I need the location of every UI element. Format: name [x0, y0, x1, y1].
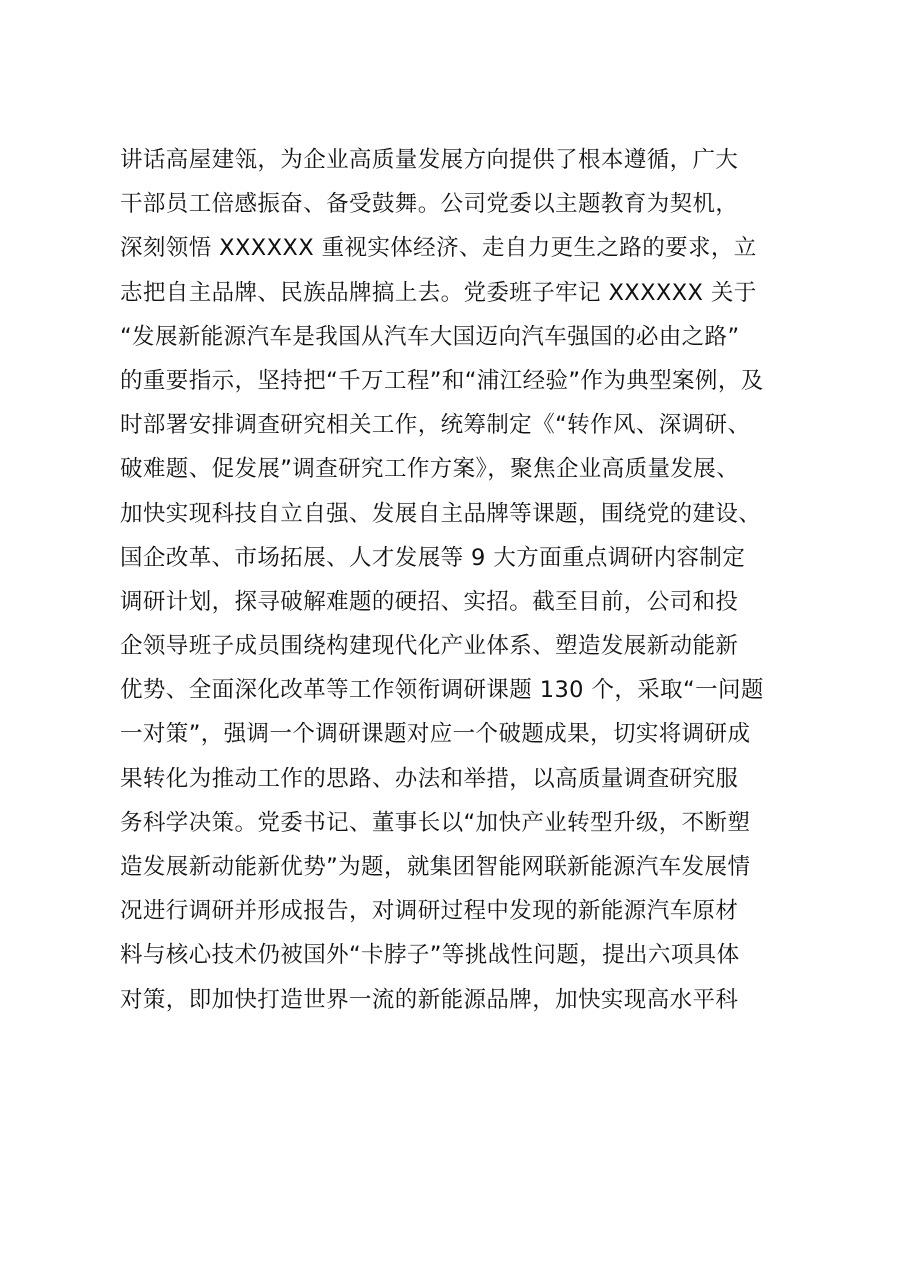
text-line-4: 志把自主品牌、民族品牌搞上去。党委班子牢记 XXXXXX 关于 [120, 279, 757, 306]
text-line-9: 加快实现科技自立自强、发展自主品牌等课题，围绕党的建设、 [120, 500, 762, 527]
text-line-10: 国企改革、市场拓展、人才发展等 9 大方面重点调研内容制定 [120, 544, 746, 571]
text-line-6: 的重要指示，坚持把“千万工程”和“浦江经验”作为典型案例，及 [120, 367, 764, 394]
text-line-12: 企领导班子成员围绕构建现代化产业体系、塑造发展新动能新 [120, 633, 739, 660]
text-line-3: 深刻领悟 XXXXXX 重视实体经济、走自力更生之路的要求，立 [120, 235, 757, 262]
text-line-2: 干部员工倍感振奋、备受鼓舞。公司党委以主题教育为契机， [120, 191, 739, 218]
text-line-11: 调研计划，探寻破解难题的硬招、实招。截至目前，公司和投 [120, 588, 739, 615]
body-paragraph [120, 138, 820, 1022]
text-line-17: 造发展新动能新优势”为题，就集团智能网联新能源汽车发展情 [120, 854, 751, 880]
text-line-20: 对策，即加快打造世界一流的新能源品牌，加快实现高水平科 [120, 986, 739, 1013]
text-line-19: 料与核心技术仍被国外“卡脖子”等挑战性问题，提出六项具体 [120, 942, 740, 969]
text-line-13: 优势、全面深化改革等工作领衔调研课题 130 个，采取“一问题 [120, 677, 764, 704]
text-line-14: 一对策”，强调一个调研课题对应一个破题成果，切实将调研成 [120, 721, 751, 748]
text-line-16: 务科学决策。党委书记、董事长以“加快产业转型升级，不断塑 [120, 809, 751, 836]
text-line-7: 时部署安排调查研究相关工作，统筹制定《“转作风、深调研、 [120, 412, 751, 439]
text-line-15: 果转化为推动工作的思路、办法和举措，以高质量调查研究服 [120, 765, 739, 792]
text-line-8: 破难题、促发展”调查研究工作方案》，聚焦企业高质量发展、 [120, 456, 740, 483]
text-line-5: “发展新能源汽车是我国从汽车大国迈向汽车强国的必由之路” [120, 323, 740, 350]
text-line-1: 讲话高屋建瓴，为企业高质量发展方向提供了根本遵循，广大 [120, 147, 739, 173]
text-line-18: 况进行调研并形成报告，对调研过程中发现的新能源汽车原材 [120, 898, 739, 925]
